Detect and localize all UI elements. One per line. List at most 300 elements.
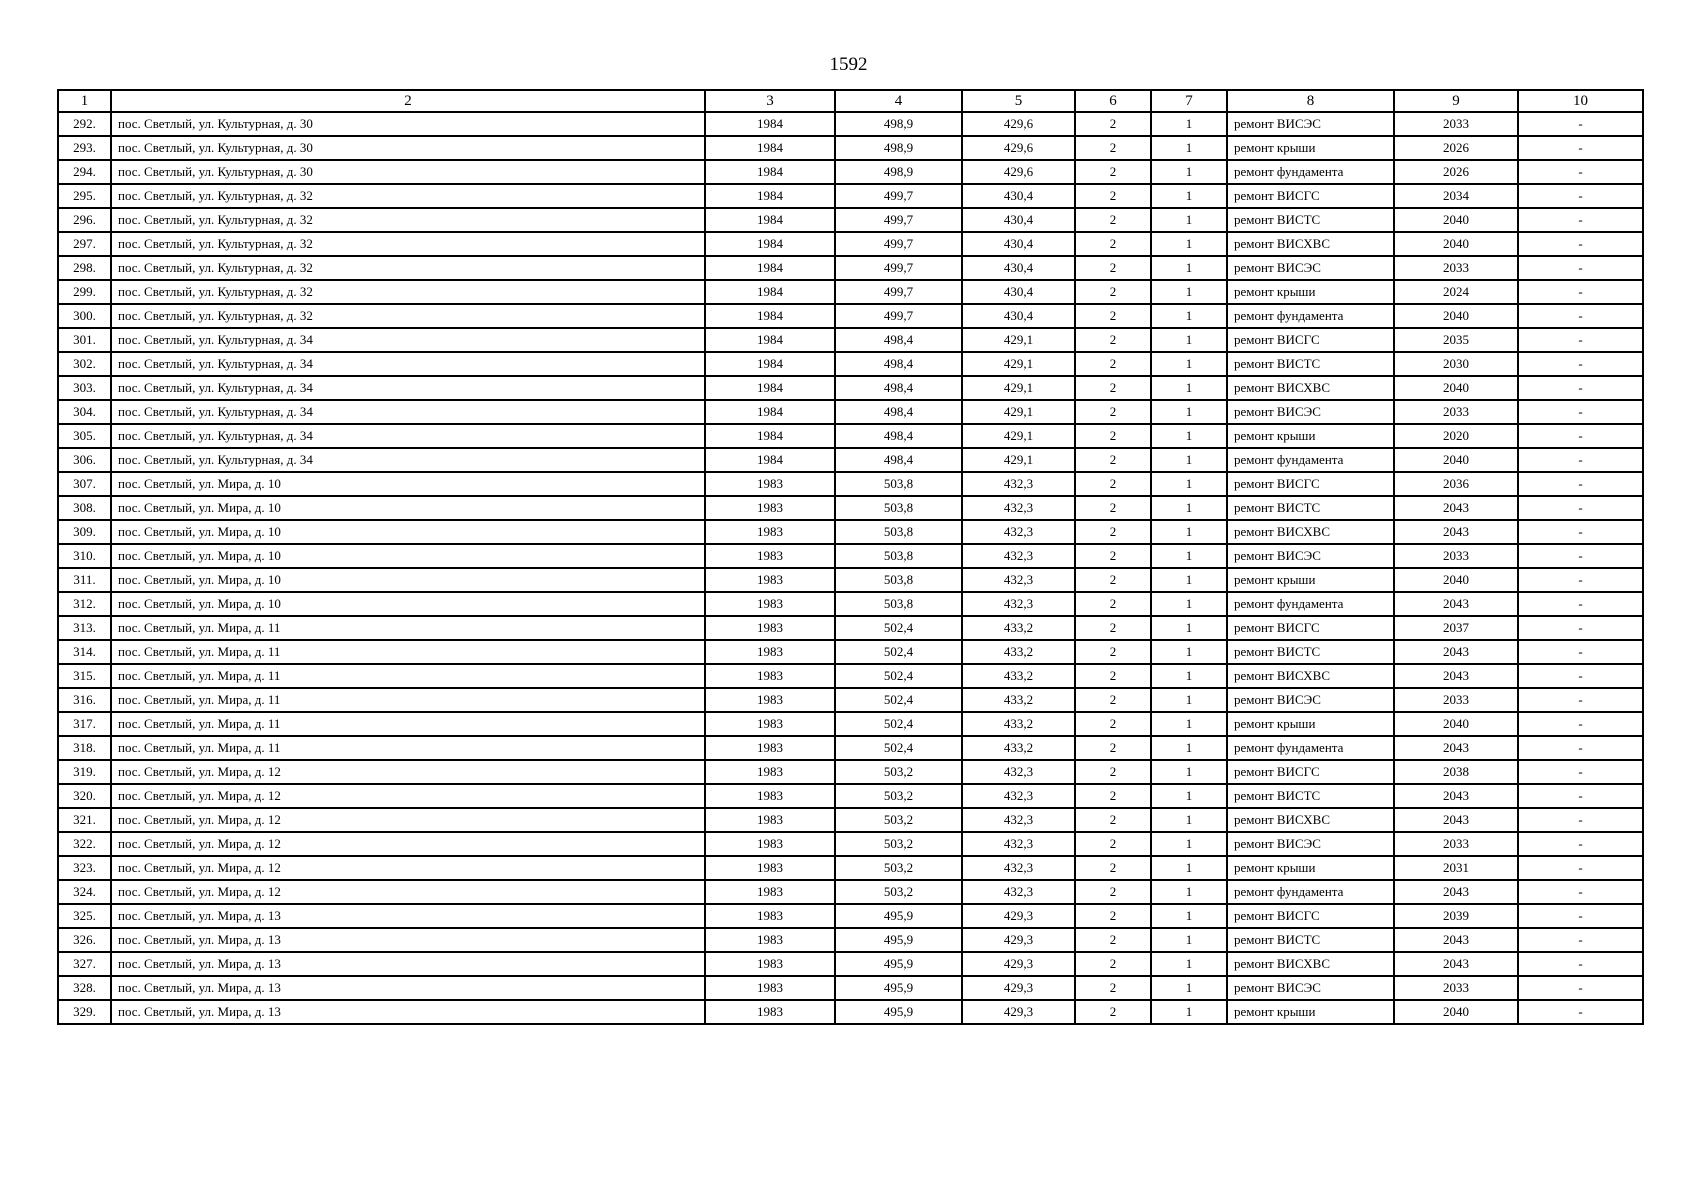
note-cell: - xyxy=(1518,880,1643,904)
year-built-cell: 1983 xyxy=(705,520,835,544)
total-area-cell: 503,8 xyxy=(835,472,962,496)
note-cell: - xyxy=(1518,760,1643,784)
planned-year-cell: 2026 xyxy=(1394,160,1518,184)
table-row xyxy=(58,304,1643,328)
entrances-cell: 1 xyxy=(1151,136,1227,160)
floors-cell: 2 xyxy=(1075,592,1151,616)
total-area-cell: 503,8 xyxy=(835,544,962,568)
living-area-cell: 432,3 xyxy=(962,880,1075,904)
repair-schedule-table xyxy=(57,89,1644,1025)
year-built-cell: 1984 xyxy=(705,112,835,136)
header-cell: 4 xyxy=(835,90,962,112)
note-cell: - xyxy=(1518,856,1643,880)
table-row xyxy=(58,736,1643,760)
year-built-cell: 1983 xyxy=(705,856,835,880)
work-type-cell: ремонт ВИСТС xyxy=(1227,496,1394,520)
row-number-cell: 327. xyxy=(58,952,111,976)
living-area-cell: 429,1 xyxy=(962,448,1075,472)
table-row xyxy=(58,904,1643,928)
floors-cell: 2 xyxy=(1075,904,1151,928)
row-number-cell: 312. xyxy=(58,592,111,616)
year-built-cell: 1983 xyxy=(705,1000,835,1024)
living-area-cell: 429,1 xyxy=(962,400,1075,424)
row-number-cell: 320. xyxy=(58,784,111,808)
row-number-cell: 298. xyxy=(58,256,111,280)
total-area-cell: 498,9 xyxy=(835,136,962,160)
note-cell: - xyxy=(1518,400,1643,424)
row-number-cell: 326. xyxy=(58,928,111,952)
year-built-cell: 1984 xyxy=(705,280,835,304)
planned-year-cell: 2033 xyxy=(1394,688,1518,712)
year-built-cell: 1984 xyxy=(705,160,835,184)
entrances-cell: 1 xyxy=(1151,400,1227,424)
planned-year-cell: 2033 xyxy=(1394,400,1518,424)
planned-year-cell: 2043 xyxy=(1394,808,1518,832)
address-cell: пос. Светлый, ул. Мира, д. 13 xyxy=(111,1000,705,1024)
total-area-cell: 498,9 xyxy=(835,112,962,136)
row-number-cell: 295. xyxy=(58,184,111,208)
planned-year-cell: 2038 xyxy=(1394,760,1518,784)
planned-year-cell: 2040 xyxy=(1394,568,1518,592)
row-number-cell: 296. xyxy=(58,208,111,232)
floors-cell: 2 xyxy=(1075,448,1151,472)
table-row xyxy=(58,328,1643,352)
floors-cell: 2 xyxy=(1075,280,1151,304)
work-type-cell: ремонт ВИСГС xyxy=(1227,184,1394,208)
total-area-cell: 503,2 xyxy=(835,784,962,808)
total-area-cell: 495,9 xyxy=(835,928,962,952)
year-built-cell: 1983 xyxy=(705,952,835,976)
planned-year-cell: 2033 xyxy=(1394,832,1518,856)
planned-year-cell: 2039 xyxy=(1394,904,1518,928)
address-cell: пос. Светлый, ул. Культурная, д. 34 xyxy=(111,352,705,376)
living-area-cell: 429,1 xyxy=(962,424,1075,448)
work-type-cell: ремонт ВИСЭС xyxy=(1227,544,1394,568)
address-cell: пос. Светлый, ул. Мира, д. 10 xyxy=(111,568,705,592)
floors-cell: 2 xyxy=(1075,976,1151,1000)
table-row xyxy=(58,808,1643,832)
work-type-cell: ремонт фундамента xyxy=(1227,160,1394,184)
address-cell: пос. Светлый, ул. Мира, д. 12 xyxy=(111,856,705,880)
note-cell: - xyxy=(1518,712,1643,736)
address-cell: пос. Светлый, ул. Культурная, д. 34 xyxy=(111,328,705,352)
address-cell: пос. Светлый, ул. Мира, д. 12 xyxy=(111,880,705,904)
entrances-cell: 1 xyxy=(1151,160,1227,184)
planned-year-cell: 2040 xyxy=(1394,712,1518,736)
living-area-cell: 429,1 xyxy=(962,328,1075,352)
planned-year-cell: 2043 xyxy=(1394,880,1518,904)
entrances-cell: 1 xyxy=(1151,352,1227,376)
floors-cell: 2 xyxy=(1075,616,1151,640)
planned-year-cell: 2043 xyxy=(1394,928,1518,952)
address-cell: пос. Светлый, ул. Мира, д. 13 xyxy=(111,928,705,952)
entrances-cell: 1 xyxy=(1151,448,1227,472)
entrances-cell: 1 xyxy=(1151,952,1227,976)
note-cell: - xyxy=(1518,544,1643,568)
address-cell: пос. Светлый, ул. Культурная, д. 32 xyxy=(111,280,705,304)
row-number-cell: 302. xyxy=(58,352,111,376)
floors-cell: 2 xyxy=(1075,544,1151,568)
entrances-cell: 1 xyxy=(1151,520,1227,544)
living-area-cell: 430,4 xyxy=(962,256,1075,280)
work-type-cell: ремонт ВИСГС xyxy=(1227,904,1394,928)
total-area-cell: 495,9 xyxy=(835,976,962,1000)
floors-cell: 2 xyxy=(1075,232,1151,256)
address-cell: пос. Светлый, ул. Мира, д. 11 xyxy=(111,616,705,640)
note-cell: - xyxy=(1518,448,1643,472)
total-area-cell: 499,7 xyxy=(835,184,962,208)
note-cell: - xyxy=(1518,952,1643,976)
address-cell: пос. Светлый, ул. Мира, д. 12 xyxy=(111,808,705,832)
planned-year-cell: 2033 xyxy=(1394,976,1518,1000)
work-type-cell: ремонт крыши xyxy=(1227,136,1394,160)
floors-cell: 2 xyxy=(1075,736,1151,760)
row-number-cell: 297. xyxy=(58,232,111,256)
note-cell: - xyxy=(1518,592,1643,616)
floors-cell: 2 xyxy=(1075,208,1151,232)
table-row xyxy=(58,112,1643,136)
planned-year-cell: 2033 xyxy=(1394,256,1518,280)
entrances-cell: 1 xyxy=(1151,640,1227,664)
total-area-cell: 503,2 xyxy=(835,760,962,784)
note-cell: - xyxy=(1518,496,1643,520)
row-number-cell: 329. xyxy=(58,1000,111,1024)
work-type-cell: ремонт крыши xyxy=(1227,712,1394,736)
floors-cell: 2 xyxy=(1075,688,1151,712)
total-area-cell: 503,8 xyxy=(835,520,962,544)
address-cell: пос. Светлый, ул. Мира, д. 13 xyxy=(111,952,705,976)
entrances-cell: 1 xyxy=(1151,304,1227,328)
total-area-cell: 495,9 xyxy=(835,904,962,928)
note-cell: - xyxy=(1518,736,1643,760)
entrances-cell: 1 xyxy=(1151,232,1227,256)
living-area-cell: 432,3 xyxy=(962,496,1075,520)
note-cell: - xyxy=(1518,616,1643,640)
table-row xyxy=(58,784,1643,808)
total-area-cell: 498,4 xyxy=(835,352,962,376)
note-cell: - xyxy=(1518,1000,1643,1024)
table-row xyxy=(58,184,1643,208)
total-area-cell: 502,4 xyxy=(835,736,962,760)
row-number-cell: 292. xyxy=(58,112,111,136)
entrances-cell: 1 xyxy=(1151,928,1227,952)
living-area-cell: 432,3 xyxy=(962,856,1075,880)
total-area-cell: 498,4 xyxy=(835,448,962,472)
floors-cell: 2 xyxy=(1075,808,1151,832)
table-row xyxy=(58,544,1643,568)
address-cell: пос. Светлый, ул. Культурная, д. 30 xyxy=(111,160,705,184)
header-cell: 10 xyxy=(1518,90,1643,112)
entrances-cell: 1 xyxy=(1151,592,1227,616)
entrances-cell: 1 xyxy=(1151,616,1227,640)
address-cell: пос. Светлый, ул. Мира, д. 10 xyxy=(111,496,705,520)
address-cell: пос. Светлый, ул. Культурная, д. 30 xyxy=(111,136,705,160)
address-cell: пос. Светлый, ул. Мира, д. 12 xyxy=(111,832,705,856)
note-cell: - xyxy=(1518,640,1643,664)
living-area-cell: 433,2 xyxy=(962,664,1075,688)
table-row xyxy=(58,352,1643,376)
note-cell: - xyxy=(1518,208,1643,232)
note-cell: - xyxy=(1518,112,1643,136)
address-cell: пос. Светлый, ул. Культурная, д. 32 xyxy=(111,232,705,256)
work-type-cell: ремонт ВИСТС xyxy=(1227,784,1394,808)
planned-year-cell: 2040 xyxy=(1394,232,1518,256)
living-area-cell: 433,2 xyxy=(962,640,1075,664)
address-cell: пос. Светлый, ул. Культурная, д. 34 xyxy=(111,376,705,400)
row-number-cell: 305. xyxy=(58,424,111,448)
table-row xyxy=(58,208,1643,232)
table-row xyxy=(58,520,1643,544)
planned-year-cell: 2033 xyxy=(1394,544,1518,568)
planned-year-cell: 2033 xyxy=(1394,112,1518,136)
year-built-cell: 1984 xyxy=(705,424,835,448)
table-row xyxy=(58,952,1643,976)
row-number-cell: 294. xyxy=(58,160,111,184)
floors-cell: 2 xyxy=(1075,832,1151,856)
floors-cell: 2 xyxy=(1075,784,1151,808)
table-row xyxy=(58,592,1643,616)
planned-year-cell: 2040 xyxy=(1394,304,1518,328)
living-area-cell: 429,3 xyxy=(962,1000,1075,1024)
row-number-cell: 324. xyxy=(58,880,111,904)
work-type-cell: ремонт крыши xyxy=(1227,1000,1394,1024)
entrances-cell: 1 xyxy=(1151,544,1227,568)
planned-year-cell: 2030 xyxy=(1394,352,1518,376)
work-type-cell: ремонт крыши xyxy=(1227,856,1394,880)
table-row xyxy=(58,256,1643,280)
work-type-cell: ремонт ВИСЭС xyxy=(1227,400,1394,424)
address-cell: пос. Светлый, ул. Мира, д. 10 xyxy=(111,472,705,496)
total-area-cell: 498,4 xyxy=(835,376,962,400)
total-area-cell: 498,4 xyxy=(835,400,962,424)
work-type-cell: ремонт ВИСТС xyxy=(1227,928,1394,952)
living-area-cell: 432,3 xyxy=(962,808,1075,832)
total-area-cell: 498,4 xyxy=(835,328,962,352)
work-type-cell: ремонт ВИСГС xyxy=(1227,760,1394,784)
work-type-cell: ремонт ВИСХВС xyxy=(1227,520,1394,544)
year-built-cell: 1983 xyxy=(705,496,835,520)
living-area-cell: 429,1 xyxy=(962,352,1075,376)
note-cell: - xyxy=(1518,784,1643,808)
planned-year-cell: 2034 xyxy=(1394,184,1518,208)
address-cell: пос. Светлый, ул. Мира, д. 12 xyxy=(111,760,705,784)
entrances-cell: 1 xyxy=(1151,328,1227,352)
table-row xyxy=(58,136,1643,160)
living-area-cell: 429,3 xyxy=(962,952,1075,976)
work-type-cell: ремонт ВИСЭС xyxy=(1227,976,1394,1000)
total-area-cell: 503,2 xyxy=(835,832,962,856)
row-number-cell: 313. xyxy=(58,616,111,640)
address-cell: пос. Светлый, ул. Мира, д. 10 xyxy=(111,544,705,568)
row-number-cell: 299. xyxy=(58,280,111,304)
floors-cell: 2 xyxy=(1075,256,1151,280)
address-cell: пос. Светлый, ул. Культурная, д. 32 xyxy=(111,256,705,280)
living-area-cell: 429,6 xyxy=(962,136,1075,160)
total-area-cell: 503,2 xyxy=(835,856,962,880)
row-number-cell: 308. xyxy=(58,496,111,520)
year-built-cell: 1984 xyxy=(705,184,835,208)
work-type-cell: ремонт ВИСГС xyxy=(1227,472,1394,496)
year-built-cell: 1983 xyxy=(705,592,835,616)
total-area-cell: 502,4 xyxy=(835,640,962,664)
entrances-cell: 1 xyxy=(1151,472,1227,496)
floors-cell: 2 xyxy=(1075,880,1151,904)
year-built-cell: 1984 xyxy=(705,232,835,256)
year-built-cell: 1983 xyxy=(705,472,835,496)
year-built-cell: 1984 xyxy=(705,400,835,424)
planned-year-cell: 2024 xyxy=(1394,280,1518,304)
row-number-cell: 321. xyxy=(58,808,111,832)
year-built-cell: 1983 xyxy=(705,640,835,664)
row-number-cell: 322. xyxy=(58,832,111,856)
entrances-cell: 1 xyxy=(1151,376,1227,400)
address-cell: пос. Светлый, ул. Мира, д. 13 xyxy=(111,976,705,1000)
header-cell: 8 xyxy=(1227,90,1394,112)
note-cell: - xyxy=(1518,808,1643,832)
row-number-cell: 328. xyxy=(58,976,111,1000)
year-built-cell: 1983 xyxy=(705,544,835,568)
living-area-cell: 429,6 xyxy=(962,112,1075,136)
entrances-cell: 1 xyxy=(1151,904,1227,928)
entrances-cell: 1 xyxy=(1151,568,1227,592)
table-row xyxy=(58,400,1643,424)
year-built-cell: 1983 xyxy=(705,688,835,712)
living-area-cell: 430,4 xyxy=(962,280,1075,304)
table-row xyxy=(58,832,1643,856)
address-cell: пос. Светлый, ул. Мира, д. 11 xyxy=(111,712,705,736)
total-area-cell: 503,2 xyxy=(835,880,962,904)
table-row xyxy=(58,160,1643,184)
work-type-cell: ремонт фундамента xyxy=(1227,880,1394,904)
living-area-cell: 429,6 xyxy=(962,160,1075,184)
entrances-cell: 1 xyxy=(1151,856,1227,880)
work-type-cell: ремонт ВИСХВС xyxy=(1227,664,1394,688)
planned-year-cell: 2037 xyxy=(1394,616,1518,640)
work-type-cell: ремонт фундамента xyxy=(1227,304,1394,328)
year-built-cell: 1983 xyxy=(705,880,835,904)
floors-cell: 2 xyxy=(1075,472,1151,496)
planned-year-cell: 2043 xyxy=(1394,496,1518,520)
note-cell: - xyxy=(1518,568,1643,592)
table-row xyxy=(58,664,1643,688)
living-area-cell: 433,2 xyxy=(962,616,1075,640)
note-cell: - xyxy=(1518,304,1643,328)
note-cell: - xyxy=(1518,976,1643,1000)
table-row xyxy=(58,472,1643,496)
planned-year-cell: 2043 xyxy=(1394,640,1518,664)
year-built-cell: 1984 xyxy=(705,376,835,400)
table-row xyxy=(58,712,1643,736)
living-area-cell: 430,4 xyxy=(962,304,1075,328)
year-built-cell: 1984 xyxy=(705,136,835,160)
work-type-cell: ремонт ВИСЭС xyxy=(1227,688,1394,712)
address-cell: пос. Светлый, ул. Мира, д. 11 xyxy=(111,688,705,712)
total-area-cell: 502,4 xyxy=(835,616,962,640)
note-cell: - xyxy=(1518,352,1643,376)
planned-year-cell: 2043 xyxy=(1394,520,1518,544)
header-cell: 1 xyxy=(58,90,111,112)
row-number-cell: 293. xyxy=(58,136,111,160)
year-built-cell: 1983 xyxy=(705,784,835,808)
planned-year-cell: 2036 xyxy=(1394,472,1518,496)
entrances-cell: 1 xyxy=(1151,688,1227,712)
floors-cell: 2 xyxy=(1075,376,1151,400)
table-row xyxy=(58,424,1643,448)
living-area-cell: 429,3 xyxy=(962,976,1075,1000)
header-cell: 3 xyxy=(705,90,835,112)
total-area-cell: 499,7 xyxy=(835,304,962,328)
table-row xyxy=(58,376,1643,400)
floors-cell: 2 xyxy=(1075,640,1151,664)
planned-year-cell: 2043 xyxy=(1394,952,1518,976)
table-row xyxy=(58,496,1643,520)
floors-cell: 2 xyxy=(1075,136,1151,160)
floors-cell: 2 xyxy=(1075,112,1151,136)
work-type-cell: ремонт ВИСЭС xyxy=(1227,832,1394,856)
year-built-cell: 1984 xyxy=(705,304,835,328)
address-cell: пос. Светлый, ул. Мира, д. 12 xyxy=(111,784,705,808)
row-number-cell: 319. xyxy=(58,760,111,784)
header-row xyxy=(58,90,1643,112)
living-area-cell: 433,2 xyxy=(962,736,1075,760)
work-type-cell: ремонт ВИСХВС xyxy=(1227,232,1394,256)
row-number-cell: 303. xyxy=(58,376,111,400)
total-area-cell: 502,4 xyxy=(835,664,962,688)
table-row xyxy=(58,880,1643,904)
living-area-cell: 429,3 xyxy=(962,928,1075,952)
row-number-cell: 304. xyxy=(58,400,111,424)
floors-cell: 2 xyxy=(1075,760,1151,784)
total-area-cell: 503,8 xyxy=(835,592,962,616)
year-built-cell: 1984 xyxy=(705,352,835,376)
row-number-cell: 301. xyxy=(58,328,111,352)
floors-cell: 2 xyxy=(1075,952,1151,976)
entrances-cell: 1 xyxy=(1151,184,1227,208)
year-built-cell: 1984 xyxy=(705,328,835,352)
address-cell: пос. Светлый, ул. Культурная, д. 34 xyxy=(111,400,705,424)
floors-cell: 2 xyxy=(1075,928,1151,952)
year-built-cell: 1983 xyxy=(705,832,835,856)
year-built-cell: 1983 xyxy=(705,808,835,832)
entrances-cell: 1 xyxy=(1151,736,1227,760)
row-number-cell: 315. xyxy=(58,664,111,688)
address-cell: пос. Светлый, ул. Культурная, д. 34 xyxy=(111,424,705,448)
note-cell: - xyxy=(1518,520,1643,544)
year-built-cell: 1984 xyxy=(705,256,835,280)
year-built-cell: 1984 xyxy=(705,448,835,472)
table-row xyxy=(58,1000,1643,1024)
entrances-cell: 1 xyxy=(1151,280,1227,304)
planned-year-cell: 2043 xyxy=(1394,784,1518,808)
table-row xyxy=(58,232,1643,256)
entrances-cell: 1 xyxy=(1151,496,1227,520)
floors-cell: 2 xyxy=(1075,856,1151,880)
floors-cell: 2 xyxy=(1075,400,1151,424)
work-type-cell: ремонт ВИСТС xyxy=(1227,208,1394,232)
planned-year-cell: 2043 xyxy=(1394,736,1518,760)
living-area-cell: 432,3 xyxy=(962,760,1075,784)
note-cell: - xyxy=(1518,280,1643,304)
row-number-cell: 316. xyxy=(58,688,111,712)
note-cell: - xyxy=(1518,424,1643,448)
year-built-cell: 1983 xyxy=(705,904,835,928)
year-built-cell: 1984 xyxy=(705,208,835,232)
total-area-cell: 499,7 xyxy=(835,208,962,232)
address-cell: пос. Светлый, ул. Мира, д. 11 xyxy=(111,640,705,664)
row-number-cell: 318. xyxy=(58,736,111,760)
floors-cell: 2 xyxy=(1075,568,1151,592)
page-number: 1592 xyxy=(829,54,868,75)
